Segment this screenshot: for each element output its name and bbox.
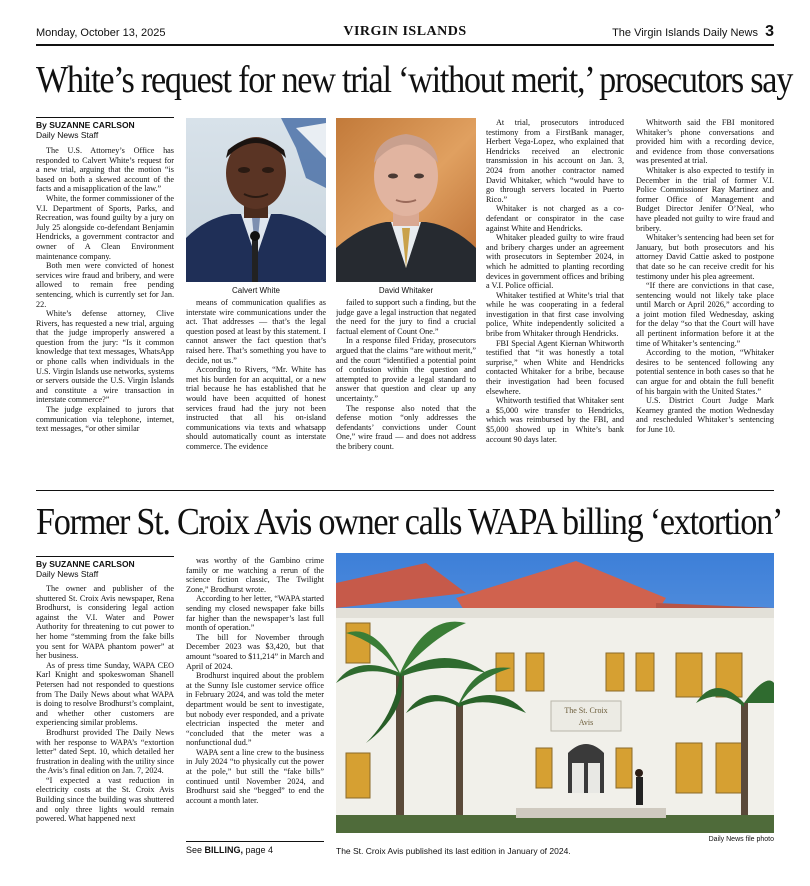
masthead (36, 22, 774, 46)
calvert-white-portrait (186, 118, 326, 282)
jump-see: See (186, 845, 205, 855)
story1-column-3 (336, 298, 476, 476)
paragraph: The response also noted that the defense motion “only addresses the defendants’ convictions under Count One,” wire fraud — and does not address the bribery count. (336, 403, 476, 451)
photo-caption-calvert-white: Calvert White (231, 286, 280, 295)
jump-page: page 4 (243, 845, 274, 855)
paragraph: The judge explained to jurors that communication via telephone, internet, text messages, “or other similar (36, 405, 174, 434)
paragraph: At trial, prosecutors introduced testimony from a FirstBank manager, Herbert Vega-Lopez, who explained that Hendricks received an electronic transmission in his account on Jan. 3, 2024 from another contractor named David Whitaker, which “would have to go through servers located in Puerto Rico.” (486, 118, 624, 204)
photo-caption-david-whitaker: David Whitaker (378, 286, 434, 295)
photo-calvert-white (186, 118, 326, 282)
paragraph: Whitaker’s sentencing had been set for January, but both prosecutors and his attorney David Cattie asked to postpone that date so he can receive credit for his testimony under his plea agreement. (636, 233, 774, 281)
byline-role: Daily News Staff (36, 569, 99, 579)
paragraph: failed to support such a finding, but the judge gave a legal instruction that negated the need for the jury to find a crucial factual element of Count One.” (336, 298, 476, 336)
story-divider (36, 490, 774, 491)
paragraph: Whitaker is not charged as a co-defendant or conspirator in the case against White and Hendricks. (486, 204, 624, 233)
paragraph: White, the former commissioner of the V.I. Department of Sports, Parks, and Recreation, was found guilty by a jury on July 25 alongside co-defendant Benjamin Hendricks, a government contractor and owner of A Clean Environment maintenance company. (36, 193, 174, 261)
story2-headline: Former St. Croix Avis owner calls WAPA billing ‘extortion’ (36, 501, 783, 543)
paragraph: According to Rivers, “Mr. White has met his burden for an acquittal, or a new trial because he has established that he would have been acquitted of honest services fraud had the jury not been instructed that all his on-island communications via texts and whatsapp should automatically count as interstate commerce. The evidence (186, 365, 326, 451)
paper-name: The Virgin Islands Daily News (612, 27, 758, 39)
paragraph: means of communication qualifies as interstate wire communications under the act. That addresses — that’s the legal question posed at least by this statement. I cannot answer the fact question that’s raised here. That’s something you have to decide, not us.” (186, 298, 326, 365)
story1-column-4 (486, 118, 624, 476)
photo-st-croix-avis-building (336, 553, 774, 833)
paragraph: Whitaker testified at White’s trial that while he was cooperating in a federal investigation in that first case involving police, White independently solicited a bribe from Whitaker through Hendricks. (486, 290, 624, 339)
paragraph: According to the motion, “Whitaker desires to be sentenced following any potential sentence in both cases so that he can argue for and obtain the full benefit of his bargain with the United States.” (636, 348, 774, 396)
david-whitaker-portrait (336, 118, 476, 282)
story1-column-1 (36, 146, 174, 476)
photo-david-whitaker (336, 118, 476, 282)
story1-byline (36, 117, 174, 140)
paragraph: “If there are convictions in that case, sentencing would not likely take place until March or April 2026,” according to a joint motion filed Wednesday, asking for the delay “so that the Court will have all pertinent information before it at the time of Whitaker’s sentencing.” (636, 281, 774, 348)
paragraph: According to her letter, “WAPA started sending my closed newspaper fake bills far higher than the newspaper’s last full month of operation.” (186, 594, 324, 633)
story2-column-1 (36, 584, 174, 874)
paragraph: The U.S. Attorney’s Office has responded to Calvert White’s request for a new trial, arguing that the motion “is based on both a skewed account of the facts and a misapplication of the law.” (36, 146, 174, 194)
photo-caption-avis: The St. Croix Avis published its last edition in January of 2024. (336, 846, 571, 856)
jump-line[interactable] (186, 841, 324, 855)
building-sign-text-1: The St. Croix (564, 706, 608, 715)
story1-column-2 (186, 298, 326, 476)
paragraph: In a response filed Friday, prosecutors argued that the claims “are without merit,” and the court “identified a potential point of confusion within the question and attempted to provide a legal standard to answer that question and clear up any uncertainty.” (336, 336, 476, 403)
paragraph: The owner and publisher of the shuttered St. Croix Avis newspaper, Rena Brodhurst, is considering legal action against the V.I. Water and Power Authority for threatening to cut power to her home “stemming from the fake bills you sent for WAPA phantom power” at her business. (36, 584, 174, 661)
paragraph: U.S. District Court Judge Mark Kearney granted the motion Wednesday and rescheduled Whitaker’s sentencing for June 10. (636, 396, 774, 434)
story2-byline (36, 556, 174, 579)
paragraph: was worthy of the Gambino crime family or me watching a rerun of the science fiction classic, The Twilight Zone,” Brodhurst wrote. (186, 556, 324, 594)
paragraph: Brodhurst provided The Daily News with her response to WAPA’s “extortion letter” dated Sept. 10, which detailed her frustration in dealing with the utility since the Avis’s final edition on Jan. 7, 2024. (36, 727, 174, 776)
paragraph: Whitaker is also expected to testify in December in the trial of former V.I. Police Commissioner Ray Martinez and former Office of Management and Budget Director Jenifer O’Neal, who have pleaded not guilty to wire fraud and bribery. (636, 165, 774, 233)
paragraph: “I expected a vast reduction in electricity costs at the St. Croix Avis Building since the building was shuttered and only three lights would remain powered. What happened next (36, 775, 174, 824)
story1-headline: White’s request for new trial ‘without merit,’ prosecutors say (36, 59, 793, 101)
paragraph: Whitaker pleaded guilty to wire fraud and bribery charges under an agreement with prosecutors in September 2024, in which he admitted to planting recording devices in government offices and bribing a V.I. Police official. (486, 233, 624, 291)
building-sign-text-2: Avis (578, 718, 594, 727)
paragraph: The bill for November through December 2023 was $3,420, but that amount “soared to $11,214” in March and April of 2024. (186, 632, 324, 671)
avis-building-illustration (336, 553, 774, 833)
paragraph: White’s defense attorney, Clive Rivers, has requested a new trial, arguing that the judge improperly answered a question from the jury: “Is it common knowledge that text messages, WhatsApp or phone calls when individuals in the U.S. Virgin Islands use networks, systems or servers outside the U.S. Virgin Islands and constitute a wire transaction in interstate commerce?” (36, 309, 174, 405)
paragraph: WAPA sent a line crew to the business in July 2024 “to physically cut the power at the pole,” but still the “fake bills” continued until November 2024, and Brodhurst said she “begged” to end the account a month later. (186, 747, 324, 805)
paragraph: As of press time Sunday, WAPA CEO Karl Knight and spokeswoman Shanell Petersen had not responded to questions from The Daily News about what WAPA is doing to resolve Brodhurst’s complaint, and whether other customers are experiencing similar problems. (36, 660, 174, 728)
paragraph: Both men were convicted of honest services wire fraud and bribery, and were allowed to remain free pending sentencing, which is currently set for Jan. 22. (36, 261, 174, 309)
issue-date: Monday, October 13, 2025 (36, 27, 166, 39)
photo-credit: Daily News file photo (708, 836, 774, 843)
page-number: 3 (765, 23, 774, 40)
story1-column-5 (636, 118, 774, 476)
paragraph: Whitworth said the FBI monitored Whitaker’s phone conversations and provided him with a recording device, and evidence from those conversations was presented at trial. (636, 118, 774, 166)
byline-role: Daily News Staff (36, 130, 99, 140)
jump-target: BILLING, (204, 845, 244, 855)
paragraph: Brodhurst inquired about the problem at the Sunny Isle customer service office in February 2024, and was told the meter department would be sent to investigate, but nobody ever responded, and a private electrician inspected the meter and “concluded that the meter was a nonfunctional dud.” (186, 671, 324, 748)
story2-column-2 (186, 556, 324, 840)
paragraph: FBI Special Agent Kiernan Whitworth testified that “it was honestly a total surprise,” when White and Hendricks contacted Whitaker for a bribe, because their investigation had been focused elsewhere. (486, 338, 624, 396)
section-title: VIRGIN ISLANDS (343, 24, 467, 39)
paragraph: Whitworth testified that Whitaker sent a $5,000 wire transfer to Hendricks, which was reimbursed by the FBI, and $5,000 showed up in White’s bank account 90 days later. (486, 396, 624, 444)
byline-name: By SUZANNE CARLSON (36, 559, 135, 569)
byline-name: By SUZANNE CARLSON (36, 120, 135, 130)
